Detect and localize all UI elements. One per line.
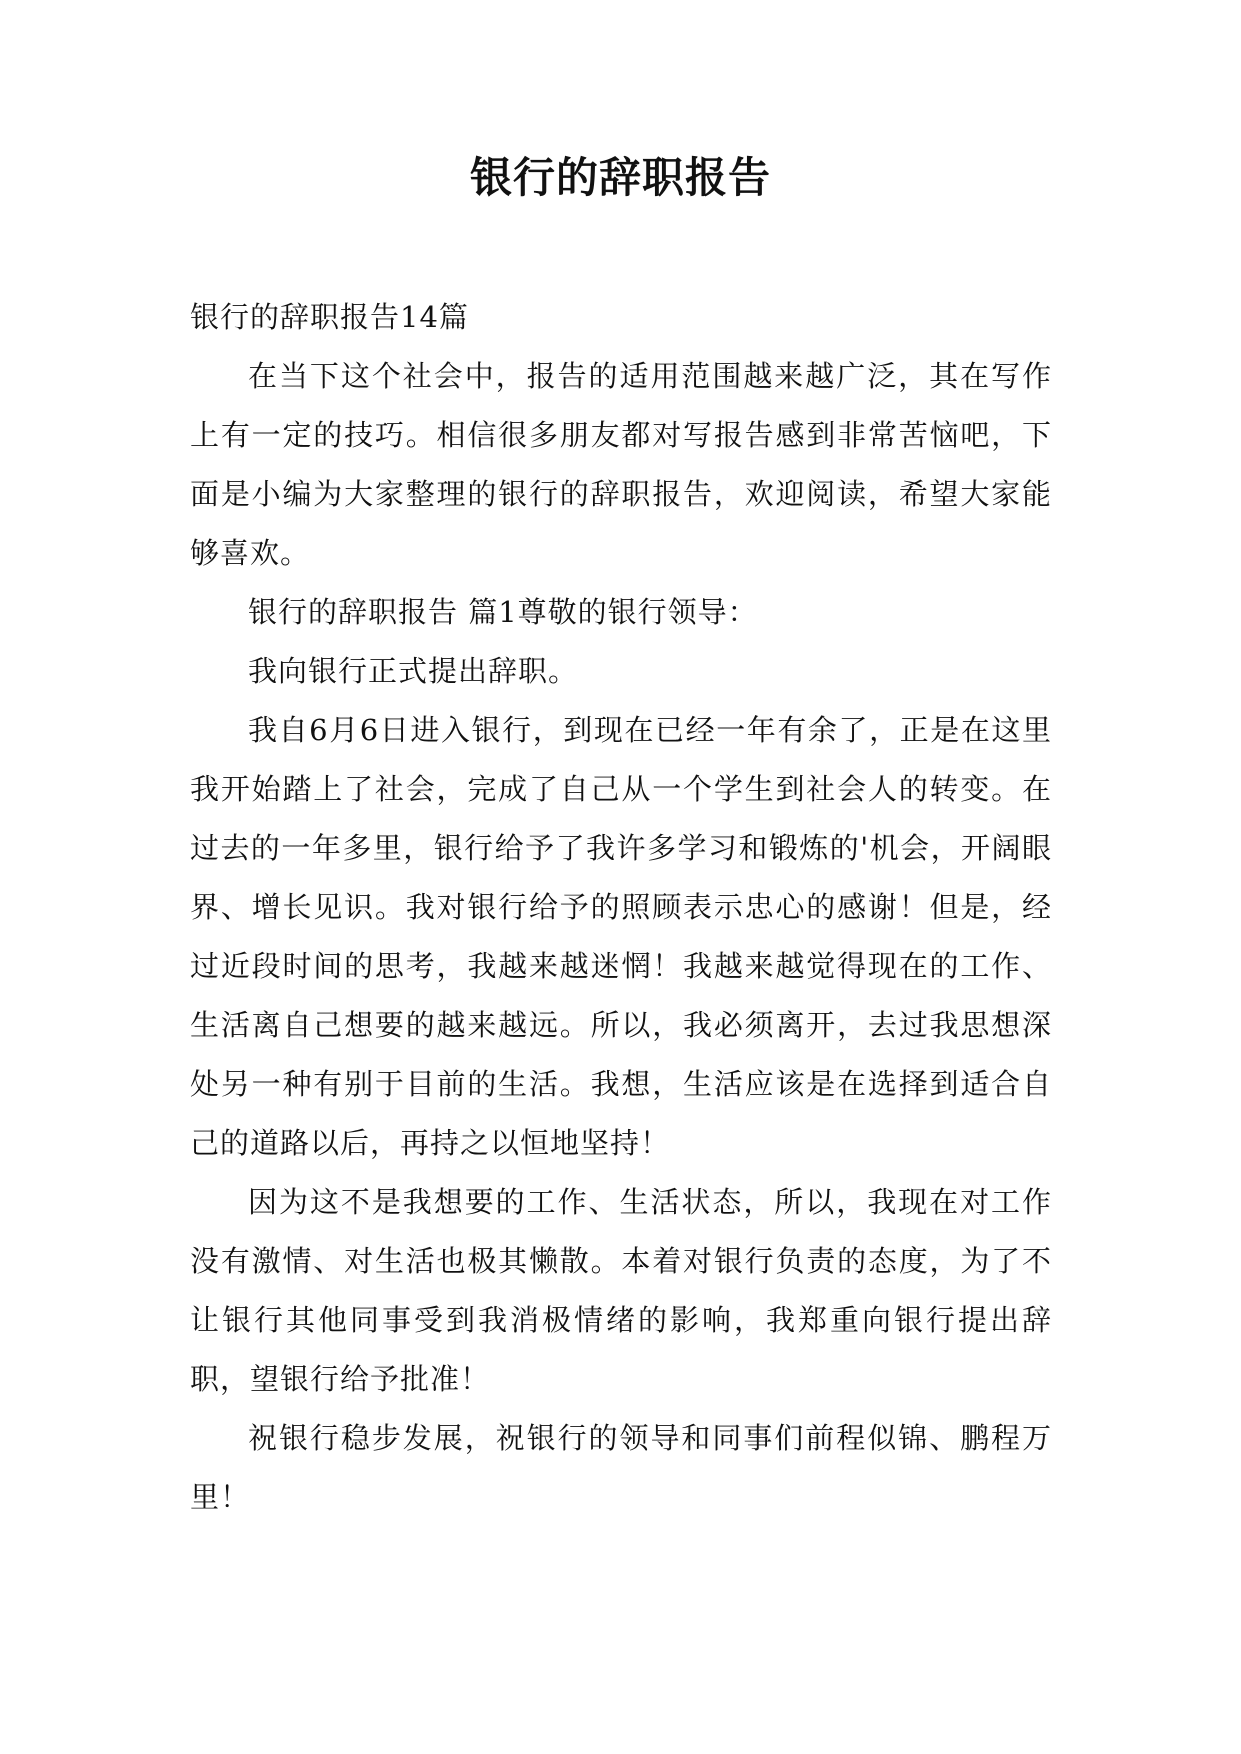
body-paragraph: 我自6月6日进入银行，到现在已经一年有余了，正是在这里我开始踏上了社会，完成了自己从一个学生到社会人的转变。在过去的一年多里，银行给予了我许多学习和锻炼的'机会，开阔眼界、增长见识。我对银行给予的照顾表示忠心的感谢！但是，经过近段时间的思考，我越来越迷惘！我越来越觉得现在的工作、生活离自己想要的越来越远。所以，我必须离开，去过我思想深处另一种有别于目前的生活。我想，生活应该是在选择到适合自己的道路以后，再持之以恒地坚持！ xyxy=(190,713,1052,1160)
document-subtitle: 银行的辞职报告14篇 xyxy=(190,300,469,334)
document-title: 银行的辞职报告 xyxy=(469,153,771,202)
closing-paragraph: 祝银行稳步发展，祝银行的领导和同事们前程似锦、鹏程万里！ xyxy=(190,1421,1052,1514)
intro-paragraph: 在当下这个社会中，报告的适用范围越来越广泛，其在写作上有一定的技巧。相信很多朋友都对写报告感到非常苦恼吧，下面是小编为大家整理的银行的辞职报告，欢迎阅读，希望大家能够喜欢。 xyxy=(190,359,1052,570)
document-body xyxy=(190,288,1052,1527)
section-heading: 银行的辞职报告 篇1尊敬的银行领导： xyxy=(248,595,758,629)
body-paragraph: 因为这不是我想要的工作、生活状态，所以，我现在对工作没有激情、对生活也极其懒散。本着对银行负责的态度，为了不让银行其他同事受到我消极情绪的影响，我郑重向银行提出辞职，望银行给予批准！ xyxy=(190,1185,1052,1396)
body-paragraph: 我向银行正式提出辞职。 xyxy=(248,654,579,688)
